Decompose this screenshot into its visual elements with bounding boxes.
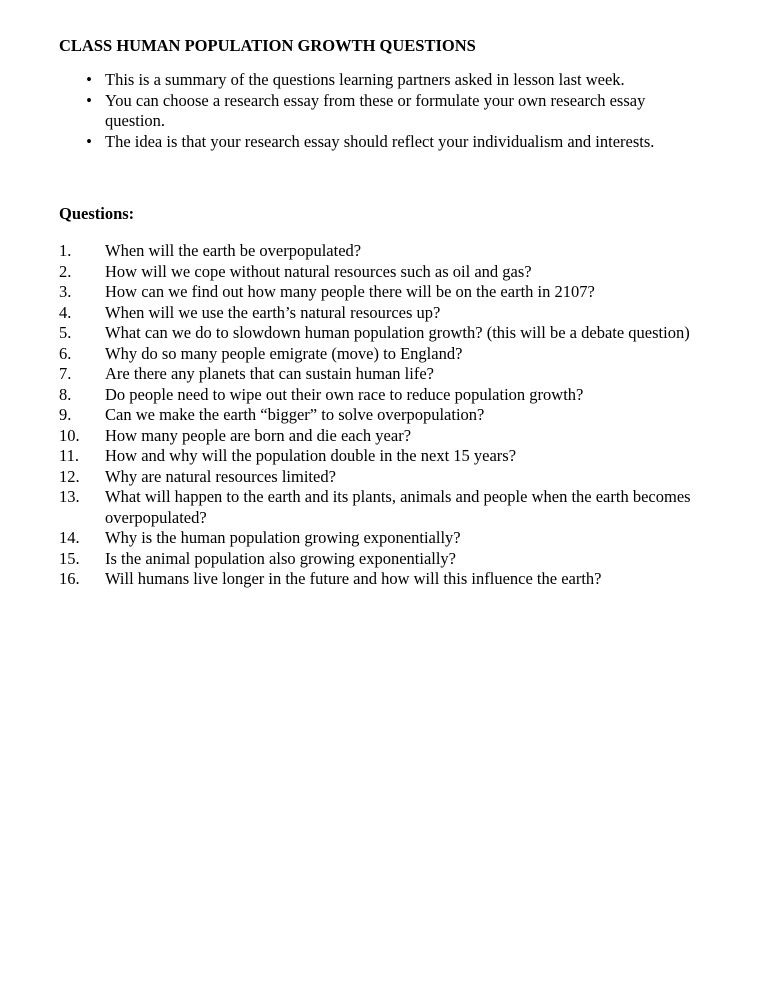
bullet-item [59,91,699,132]
question-text: Do people need to wipe out their own race to reduce population growth? [105,384,584,404]
question-number: 9. [59,405,72,424]
question-item [59,549,699,570]
question-item [59,467,699,488]
question-number: 8. [59,384,72,404]
question-number: 13. [59,487,80,506]
question-item [59,405,699,426]
bullet-text: The idea is that your research essay should reflect your individualism and interests. [105,131,655,151]
question-item [59,241,699,262]
bullet-dot-icon: • [86,70,92,89]
question-text: When will we use the earth’s natural resources up? [105,302,441,322]
bullet-dot-icon: • [86,131,92,151]
question-number: 7. [59,364,72,383]
question-text: When will the earth be overpopulated? [105,241,362,260]
question-item [59,446,699,467]
question-number: 1. [59,241,72,260]
question-item [59,569,699,590]
question-item [59,528,699,549]
question-text: How will we cope without natural resources such as oil and gas? [105,261,532,281]
question-item [59,262,699,283]
document-title: CLASS HUMAN POPULATION GROWTH QUESTIONS [59,36,476,55]
intro-bullet-list [59,70,699,152]
question-text: How many people are born and die each year? [105,425,412,445]
question-number: 14. [59,528,80,547]
bullet-item [59,70,699,91]
question-item [59,426,699,447]
question-text: What can we do to slowdown human population growth? (this will be a debate question) [105,323,690,342]
question-text: Why is the human population growing exponentially? [105,528,461,547]
question-number: 10. [59,425,80,445]
question-number: 2. [59,261,72,281]
question-number: 12. [59,466,80,486]
question-item [59,364,699,385]
question-number: 4. [59,302,72,322]
question-item [59,385,699,406]
question-number: 6. [59,343,72,363]
question-text: Is the animal population also growing exponentially? [105,548,457,568]
bullet-text: This is a summary of the questions learning partners asked in lesson last week. [105,70,625,89]
question-item [59,303,699,324]
question-number: 3. [59,282,72,301]
questions-heading: Questions: [59,204,135,223]
question-text: Are there any planets that can sustain human life? [105,364,434,383]
question-text: Will humans live longer in the future and how will this influence the earth? [105,569,602,588]
question-text: What will happen to the earth and its plants, animals and people when the earth becomes overpopulated? [105,487,691,527]
question-text: How and why will the population double in the next 15 years? [105,446,517,465]
question-item [59,344,699,365]
question-item [59,487,699,528]
bullet-dot-icon: • [86,90,92,110]
question-item [59,323,699,344]
question-text: Why do so many people emigrate (move) to England? [105,343,463,363]
questions-list [59,241,699,590]
bullet-text: You can choose a research essay from these or formulate your own research essay question. [105,90,646,130]
question-number: 5. [59,323,72,342]
bullet-item [59,132,699,153]
question-text: Can we make the earth “bigger” to solve overpopulation? [105,405,485,424]
question-item [59,282,699,303]
question-number: 11. [59,446,80,465]
question-text: How can we find out how many people there will be on the earth in 2107? [105,282,595,301]
question-number: 15. [59,548,80,568]
question-text: Why are natural resources limited? [105,466,336,486]
question-number: 16. [59,569,80,588]
